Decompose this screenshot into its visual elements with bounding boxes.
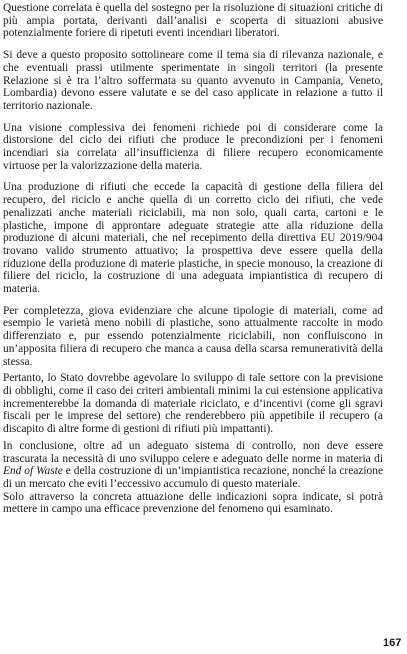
end-of-waste-term: End of Waste (3, 465, 63, 478)
paragraph-7-text-a: In conclusione, oltre ad un adeguato sistema di controllo, non deve essere trascurata la necessità di uno sviluppo celere e adeguato delle norme in materia di (3, 439, 383, 465)
paragraph-5: Per completezza, giova evidenziare che alcune tipologie di materiali, come ad esempio le varietà meno nobili di plastiche, sono attualmente raccolte in modo differenziato e, pur essendo potenzialmente riciclabili, non confluiscono in un’apposita filiera di recupero che manca a causa della scarsa remuneratività della stessa. (3, 304, 383, 368)
paragraph-7-text-b: e della costruzione di un’impiantistica recazione, nonché la creazione di un mercato che eviti l’eccessivo accumulo di questo materiale. (3, 465, 383, 490)
paragraph-6: Pertanto, lo Stato dovrebbe agevolare lo sviluppo di tale settore con la previsione di obblighi, come il caso dei criteri ambientali minimi la cui estensione applicativa incrementerebbe la domanda di materiale riciclato, e d’incentivi (come gli sgravi fiscali per le imprese del settore) che renderebbero più appetibile il recupero (a discapito di altre forme di gestioni di rifiuti più impattanti). (3, 372, 383, 436)
paragraph-3: Una visione complessiva dei fenomeni richiede poi di considerare come la distorsione del ciclo dei rifiuti che produce le precondizioni per i fenomeni incendiari sia correlata all’insufficienza di filiere recupero economicamente virtuose per la valorizzazione della materia. (3, 121, 383, 172)
page-number: 167 (383, 637, 402, 649)
paragraph-2: Si deve a questo proposito sottolineare come il tema sia di rilevanza nazionale, e che eventuali prassi utilmente sperimentate in singoli territori (la presente Relazione si è tra l’altro soffermata su quanto avvenuto in Campania, Veneto, Lombardia) devono essere valutate e se del caso applicate in relazione a tutto il territorio nazionale. (3, 49, 383, 112)
paragraph-7 (3, 440, 383, 491)
paragraph-4: Una produzione di rifiuti che eccede la capacità di gestione della filiera del recupero, del riciclo e anche quella di un corretto ciclo dei rifiuti, che vede penalizzati anche materiali riciclabili, ma non solo, quali carta, cartoni e le plastiche, impone di approntare adeguate strategie atte alla riduzione della produzione di alcuni materiali, che nel recepimento della direttiva EU 2019/904 trovano valido strumento attuativo; la prospettiva deve essere quella della riduzione della produzione di materie plastiche, in specie monouso, la creazione di filiere del riciclo, la costruzione di una adeguata impiantistica di recupero di materia. (3, 181, 383, 296)
document-page (3, 2, 383, 516)
paragraph-1: Questione correlata è quella del sostegno per la risoluzione di situazioni critiche di più ampia portata, derivanti dall’analisi e scoperta di situazioni abusive potenzialmente foriere di ripetuti eventi incendiari liberatori. (3, 2, 383, 40)
paragraph-8: Solo attraverso la concreta attuazione delle indicazioni sopra indicate, si potrà mettere in campo una efficace prevenzione del fenomeno qui esaminato. (3, 490, 383, 516)
